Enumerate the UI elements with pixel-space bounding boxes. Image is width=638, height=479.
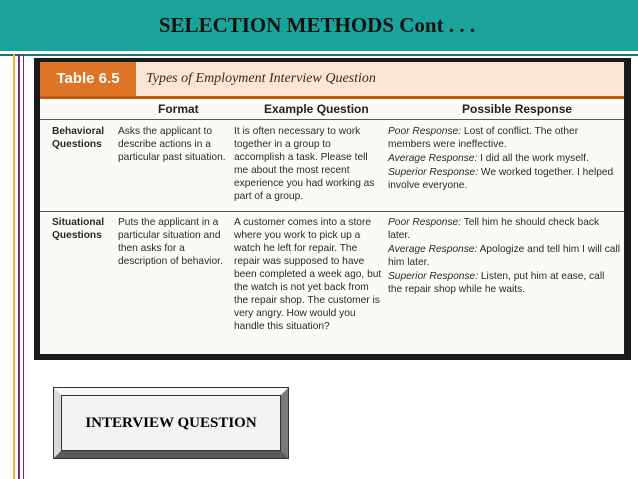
response-label: Poor Response: <box>388 126 462 137</box>
table-caption: Types of Employment Interview Question <box>136 62 624 96</box>
response-text: Apologize and tell him I will call him later. <box>388 244 621 268</box>
interview-question-label: INTERVIEW QUESTION <box>61 395 281 451</box>
interview-question-button[interactable] <box>54 388 288 458</box>
row-format: Asks the applicant to describe actions in a particular past situation. <box>118 126 226 163</box>
response-label: Average Response: <box>388 153 478 164</box>
table-row-behavioral <box>40 125 624 209</box>
response-text: Listen, put him at ease, call the repair shop while he waits. <box>388 271 605 295</box>
slide-title-text: SELECTION METHODS Cont . . . <box>158 13 476 37</box>
column-header-example: Example Question <box>264 102 369 116</box>
title-bar <box>0 0 638 54</box>
row-responses <box>388 216 620 297</box>
table-header-bar <box>40 62 624 99</box>
column-header-response: Possible Response <box>462 102 573 116</box>
row-format: Puts the applicant in a particular situation and then asks for a description of behavior. <box>118 217 223 267</box>
table-image-frame <box>34 58 631 360</box>
table-row-situational <box>40 216 624 352</box>
row-example: A customer comes into a store where you work to pick up a watch he left for repair. The repair was supposed to have been completed a week ago, but the watch is not yet back from the repair shop. The customer is very angry. How would you handle this situation? <box>234 217 382 332</box>
response-text: I did all the work myself. <box>480 153 589 164</box>
column-header-format: Format <box>158 102 199 116</box>
interview-table <box>40 62 624 354</box>
response-label: Average Response: <box>388 244 478 255</box>
slide-title <box>0 13 638 38</box>
response-text: We worked together. I helped involve everyone. <box>388 167 614 191</box>
response-text: Lost of conflict. The other members were ineffective. <box>388 126 579 150</box>
row-type: Situational Questions <box>52 217 105 241</box>
row-divider <box>40 211 624 212</box>
row-responses <box>388 125 620 193</box>
column-headers <box>40 99 624 120</box>
left-accent-line-gold <box>13 54 15 479</box>
left-accent-line-purple-thin <box>23 54 24 479</box>
response-label: Superior Response: <box>388 271 479 282</box>
left-accent-line-purple <box>18 54 20 479</box>
row-example: It is often necessary to work together in a group to accomplish a task. Please tell me about the most recent experience you had working as part of a group. <box>234 126 375 202</box>
response-text: Tell him he should check back later. <box>388 217 600 241</box>
table-number: Table 6.5 <box>56 70 120 87</box>
response-label: Poor Response: <box>388 217 462 228</box>
row-type: Behavioral Questions <box>52 126 105 150</box>
response-label: Superior Response: <box>388 167 479 178</box>
